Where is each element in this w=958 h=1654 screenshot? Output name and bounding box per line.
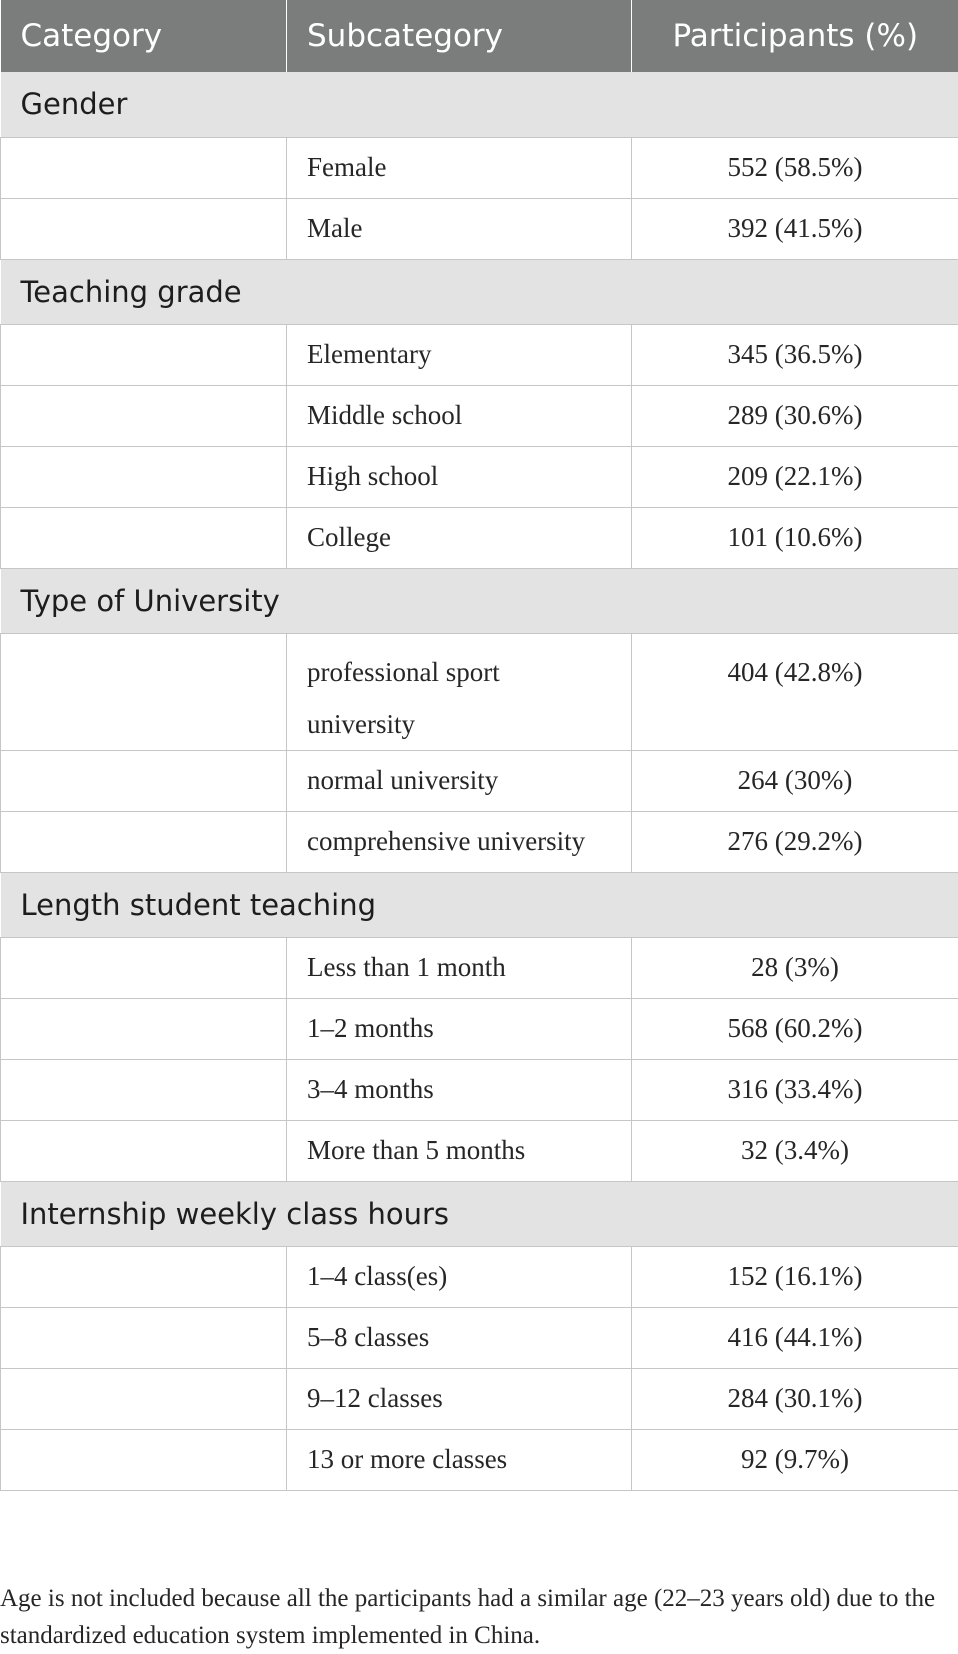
participants-cell: 284 (30.1%) <box>632 1368 958 1429</box>
group-label: Type of University <box>1 568 958 633</box>
subcategory-cell: normal university <box>287 750 632 811</box>
subcategory-cell: Male <box>287 198 632 259</box>
group-row-length-student-teaching <box>1 872 958 937</box>
subcategory-cell: 5–8 classes <box>287 1307 632 1368</box>
table-row <box>1 998 958 1059</box>
category-cell <box>1 324 287 385</box>
participants-cell: 276 (29.2%) <box>632 811 958 872</box>
header-row <box>1 0 958 72</box>
group-row-gender <box>1 72 958 137</box>
category-cell <box>1 633 287 750</box>
category-cell <box>1 446 287 507</box>
table-row <box>1 811 958 872</box>
category-cell <box>1 750 287 811</box>
group-row-type-of-university <box>1 568 958 633</box>
table-row <box>1 1120 958 1181</box>
header-participants: Participants (%) <box>632 0 958 72</box>
category-cell <box>1 507 287 568</box>
subcategory-cell: High school <box>287 446 632 507</box>
participants-cell: 552 (58.5%) <box>632 137 958 198</box>
participants-cell: 568 (60.2%) <box>632 998 958 1059</box>
table-row <box>1 750 958 811</box>
subcategory-cell: comprehensive university <box>287 811 632 872</box>
header-category: Category <box>1 0 287 72</box>
subcategory-cell: Female <box>287 137 632 198</box>
subcategory-cell: College <box>287 507 632 568</box>
group-label: Teaching grade <box>1 259 958 324</box>
subcategory-cell: More than 5 months <box>287 1120 632 1181</box>
header-subcategory: Subcategory <box>287 0 632 72</box>
table-row <box>1 137 958 198</box>
group-label: Gender <box>1 72 958 137</box>
category-cell <box>1 1429 287 1490</box>
table-row <box>1 1429 958 1490</box>
participants-cell: 404 (42.8%) <box>632 633 958 750</box>
table-row <box>1 324 958 385</box>
participants-cell: 101 (10.6%) <box>632 507 958 568</box>
participants-cell: 92 (9.7%) <box>632 1429 958 1490</box>
group-row-teaching-grade <box>1 259 958 324</box>
participants-cell: 345 (36.5%) <box>632 324 958 385</box>
participants-cell: 264 (30%) <box>632 750 958 811</box>
table-header <box>1 0 958 72</box>
category-cell <box>1 1059 287 1120</box>
table-footnote: Age is not included because all the participants had a similar age (22–23 years old) due to the standardized education system implemented in China. <box>0 1580 950 1654</box>
subcategory-cell: 9–12 classes <box>287 1368 632 1429</box>
category-cell <box>1 1120 287 1181</box>
participants-cell: 152 (16.1%) <box>632 1246 958 1307</box>
subcategory-cell: 1–2 months <box>287 998 632 1059</box>
category-cell <box>1 385 287 446</box>
table-row <box>1 198 958 259</box>
subcategory-cell: Less than 1 month <box>287 937 632 998</box>
table-body <box>1 72 958 1490</box>
group-row-internship-weekly-class-hours <box>1 1181 958 1246</box>
table-row <box>1 633 958 750</box>
category-cell <box>1 998 287 1059</box>
group-label: Internship weekly class hours <box>1 1181 958 1246</box>
table-row <box>1 937 958 998</box>
subcategory-cell: 1–4 class(es) <box>287 1246 632 1307</box>
table-row <box>1 1059 958 1120</box>
subcategory-cell: 13 or more classes <box>287 1429 632 1490</box>
group-label: Length student teaching <box>1 872 958 937</box>
category-cell <box>1 198 287 259</box>
subcategory-cell: professional sport university <box>287 633 632 750</box>
subcategory-cell: Middle school <box>287 385 632 446</box>
table-row <box>1 1368 958 1429</box>
participants-cell: 392 (41.5%) <box>632 198 958 259</box>
category-cell <box>1 811 287 872</box>
subcategory-cell: 3–4 months <box>287 1059 632 1120</box>
table-row <box>1 1307 958 1368</box>
participants-cell: 316 (33.4%) <box>632 1059 958 1120</box>
participants-cell: 28 (3%) <box>632 937 958 998</box>
table-row <box>1 385 958 446</box>
category-cell <box>1 1307 287 1368</box>
category-cell <box>1 137 287 198</box>
participants-cell: 289 (30.6%) <box>632 385 958 446</box>
participants-cell: 32 (3.4%) <box>632 1120 958 1181</box>
table-row <box>1 446 958 507</box>
subcategory-cell: Elementary <box>287 324 632 385</box>
participants-cell: 416 (44.1%) <box>632 1307 958 1368</box>
category-cell <box>1 937 287 998</box>
table-row <box>1 1246 958 1307</box>
table-row <box>1 507 958 568</box>
category-cell <box>1 1246 287 1307</box>
participants-cell: 209 (22.1%) <box>632 446 958 507</box>
category-cell <box>1 1368 287 1429</box>
